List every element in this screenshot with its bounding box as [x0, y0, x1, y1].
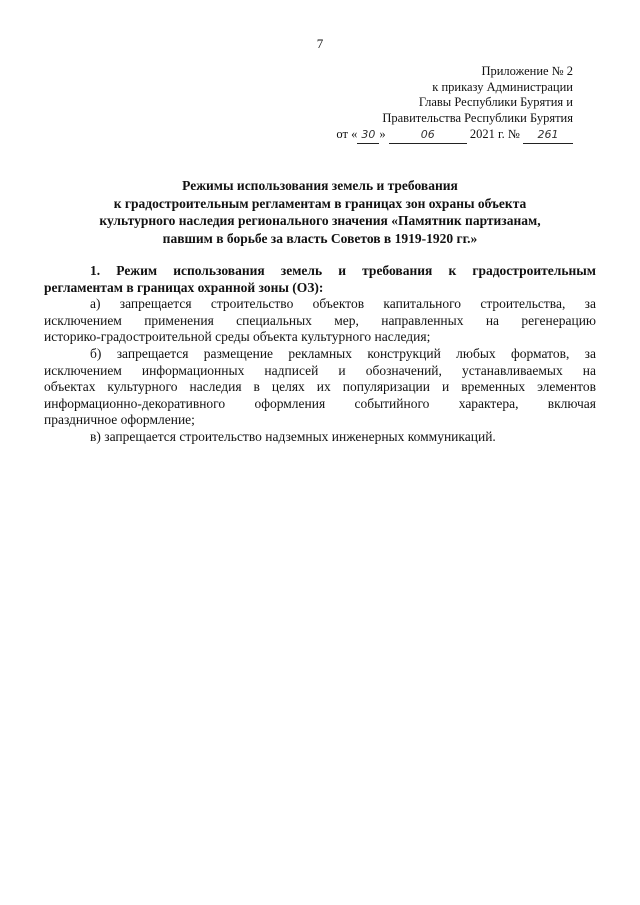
- appendix-line: Главы Республики Бурятия и: [418, 95, 573, 109]
- paragraph-line: а) запрещается строительство объектов капитального строительства, за: [90, 296, 596, 312]
- order-reference: [336, 126, 573, 144]
- title-line: павшим в борьбе за власть Советов в 1919-1920 гг.»: [162, 230, 478, 246]
- paragraph-line: б) запрещается размещение рекламных конструкций любых форматов, за: [90, 345, 596, 361]
- appendix-line: к приказу Администрации: [432, 79, 573, 94]
- document-body: [44, 263, 596, 446]
- order-date-mid: »: [379, 127, 386, 141]
- title-line: культурного наследия регионального значения «Памятник партизанам,: [99, 213, 541, 228]
- paragraph-line: исключением информационных надписей и обозначений, устанавливаемых на: [44, 362, 596, 378]
- order-day-handwritten: 30: [357, 127, 379, 144]
- list-item: [44, 429, 596, 446]
- order-date-prefix: от «: [336, 127, 358, 141]
- paragraph-line: объектах культурного наследия в целях их популяризации и временных элементов: [44, 379, 596, 395]
- paragraph-line: в) запрещается строительство надземных инженерных коммуникаций.: [90, 428, 496, 444]
- page-number: 7: [316, 36, 324, 51]
- paragraph-line: историко-градостроительной среды объекта культурного наследия;: [44, 329, 431, 345]
- title-line: Режимы использования земель и требования: [182, 178, 458, 193]
- document-title: [44, 177, 596, 247]
- appendix-line: Правительства Республики Бурятия: [382, 110, 573, 125]
- order-month-handwritten: 06: [389, 127, 467, 144]
- order-number-handwritten: 261: [523, 127, 573, 144]
- appendix-block: [382, 64, 573, 126]
- paragraph-line: праздничное оформление;: [44, 412, 195, 428]
- section-heading: [44, 263, 596, 296]
- list-item: [44, 296, 596, 346]
- appendix-line: Приложение № 2: [481, 64, 573, 78]
- title-line: к градостроительным регламентам в границах зон охраны объекта: [113, 195, 527, 211]
- list-item: [44, 346, 596, 429]
- section-heading-line: регламентам в границах охранной зоны (ОЗ):: [44, 279, 324, 295]
- order-year-number-label: 2021 г. №: [469, 127, 520, 141]
- section-heading-line: 1. Режим использования земель и требования к градостроительным: [90, 263, 596, 278]
- paragraph-line: информационно-декоративного оформления событийного характера, включая: [44, 395, 596, 411]
- paragraph-line: исключением применения специальных мер, направленных на регенерацию: [44, 312, 596, 328]
